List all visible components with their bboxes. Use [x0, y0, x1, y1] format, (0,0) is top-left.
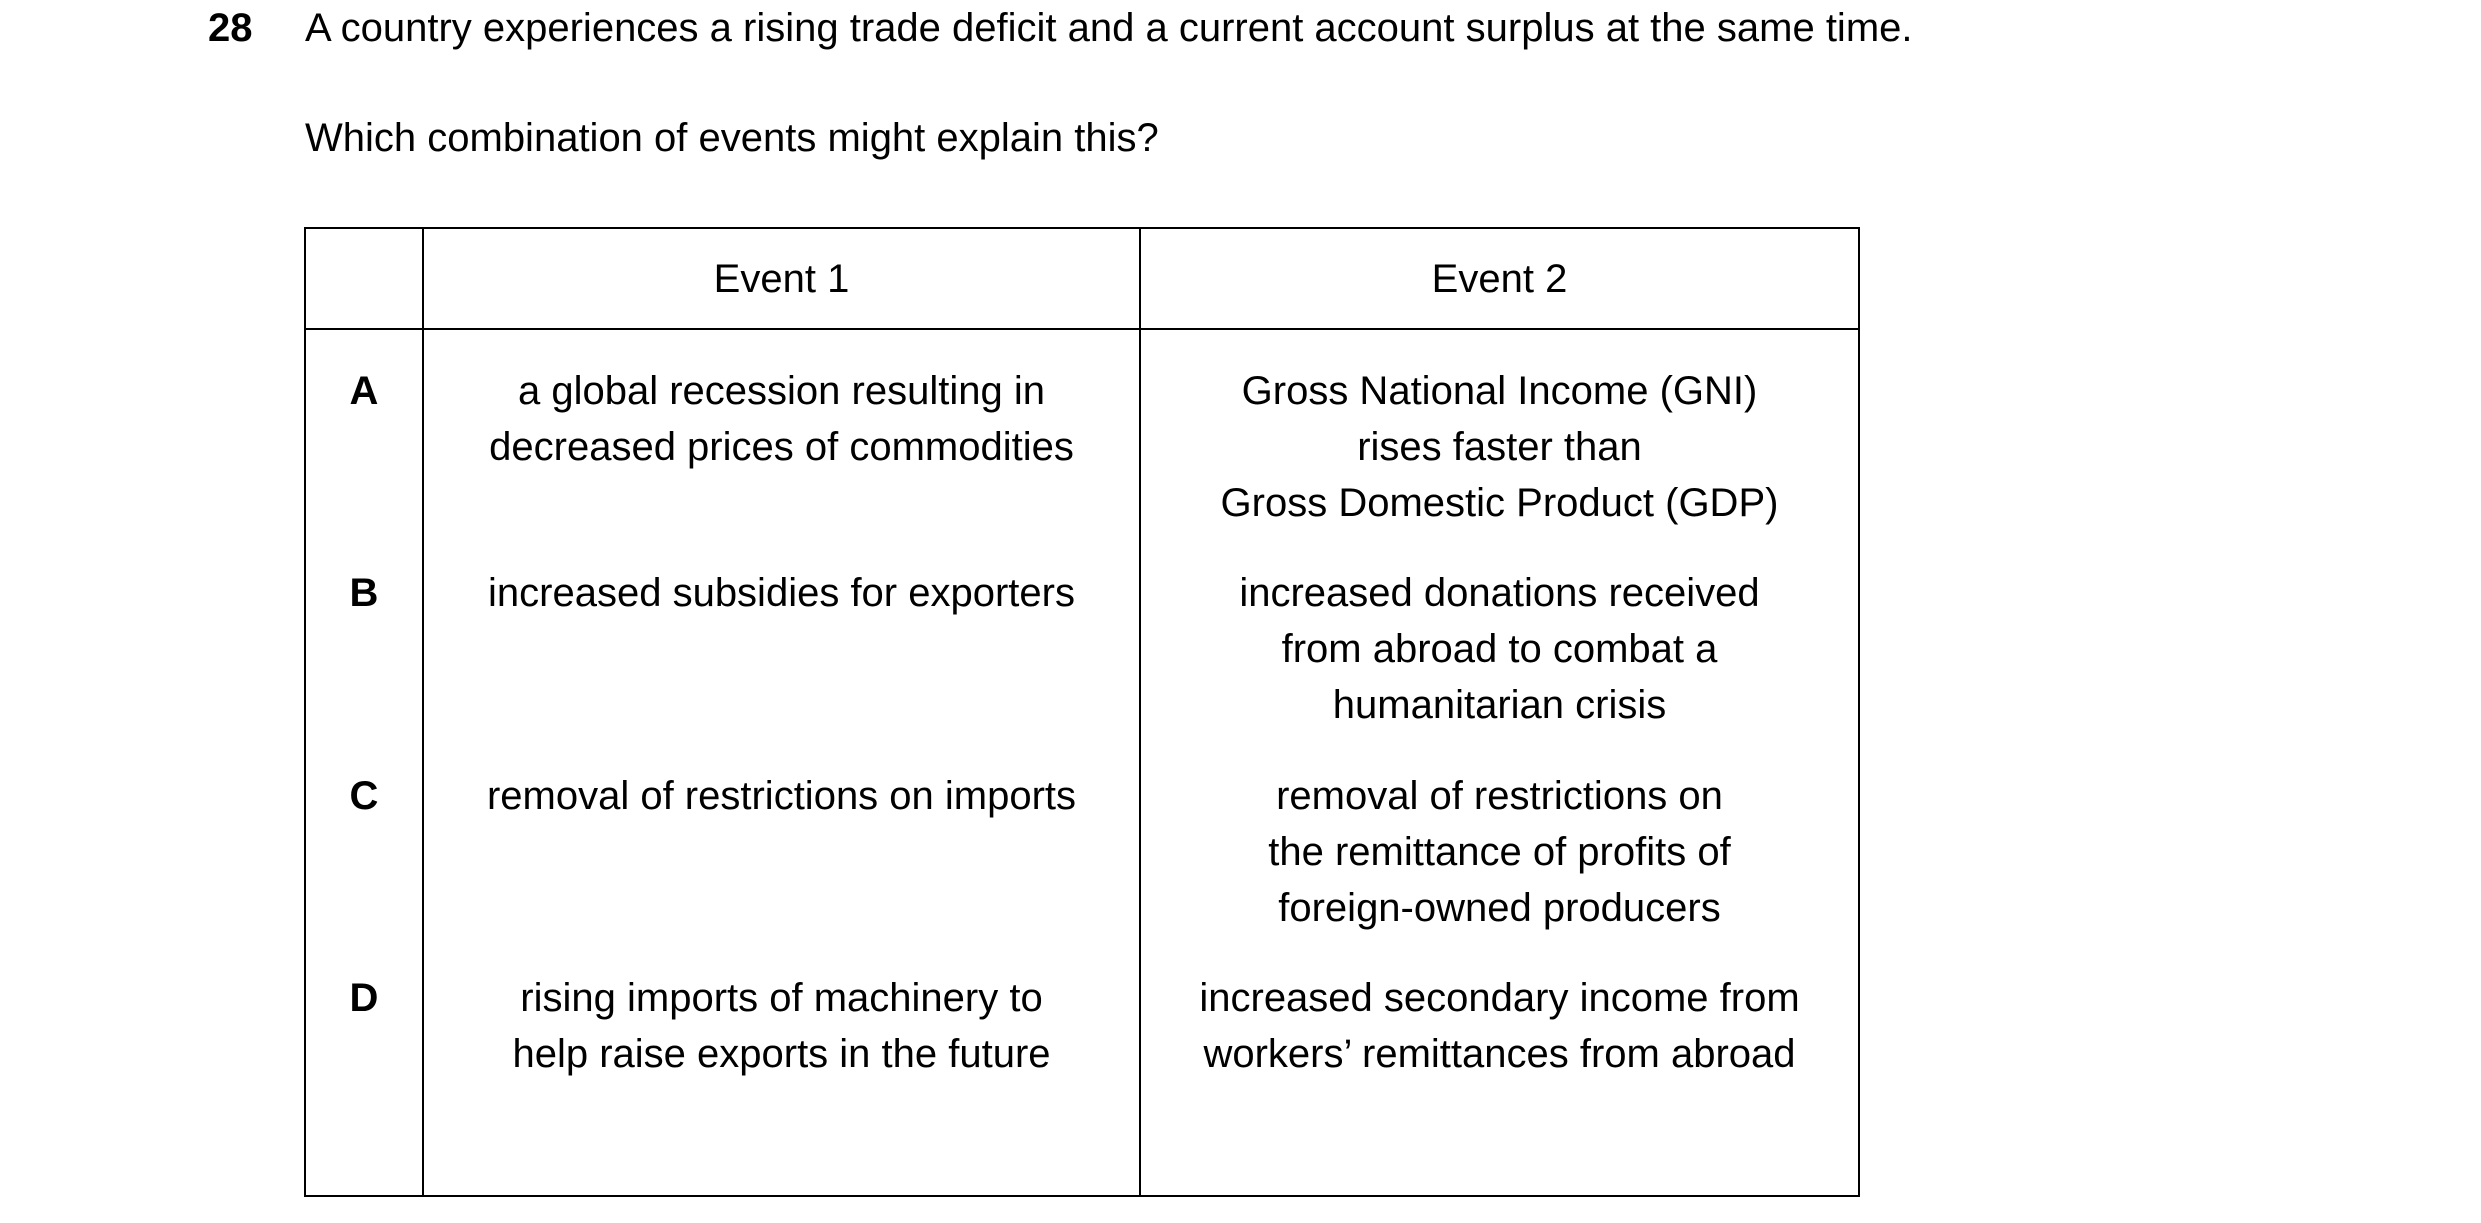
question-stem: A country experiences a rising trade deficit and a current account surplus at the same time.	[305, 6, 1913, 50]
event-2-cell: increased secondary income from workers’ remittances from abroad	[1199, 976, 1800, 1076]
question-prompt: Which combination of events might explain this?	[305, 116, 1159, 160]
option-letter: A	[349, 369, 379, 413]
event-1-cell: removal of restrictions on imports	[486, 774, 1077, 818]
question-number: 28	[208, 6, 253, 50]
event-1-cell: rising imports of machinery to help raise exports in the future	[512, 976, 1051, 1076]
event-1-cell: a global recession resulting in decreased prices of commodities	[489, 369, 1074, 469]
option-letter: C	[349, 774, 379, 818]
column-header-event-2: Event 2	[1431, 257, 1568, 301]
option-letter: D	[349, 976, 379, 1020]
event-2-cell: Gross National Income (GNI) rises faster than Gross Domestic Product (GDP)	[1220, 369, 1779, 525]
header-divider	[306, 328, 1858, 330]
options-table	[304, 227, 1860, 1197]
event-2-cell: increased donations received from abroad to combat a humanitarian crisis	[1239, 571, 1760, 727]
event-2-cell: removal of restrictions on the remittance of profits of foreign-owned producers	[1268, 774, 1731, 930]
option-letter: B	[349, 571, 379, 615]
column-header-event-1: Event 1	[713, 257, 850, 301]
event-1-cell: increased subsidies for exporters	[488, 571, 1075, 615]
